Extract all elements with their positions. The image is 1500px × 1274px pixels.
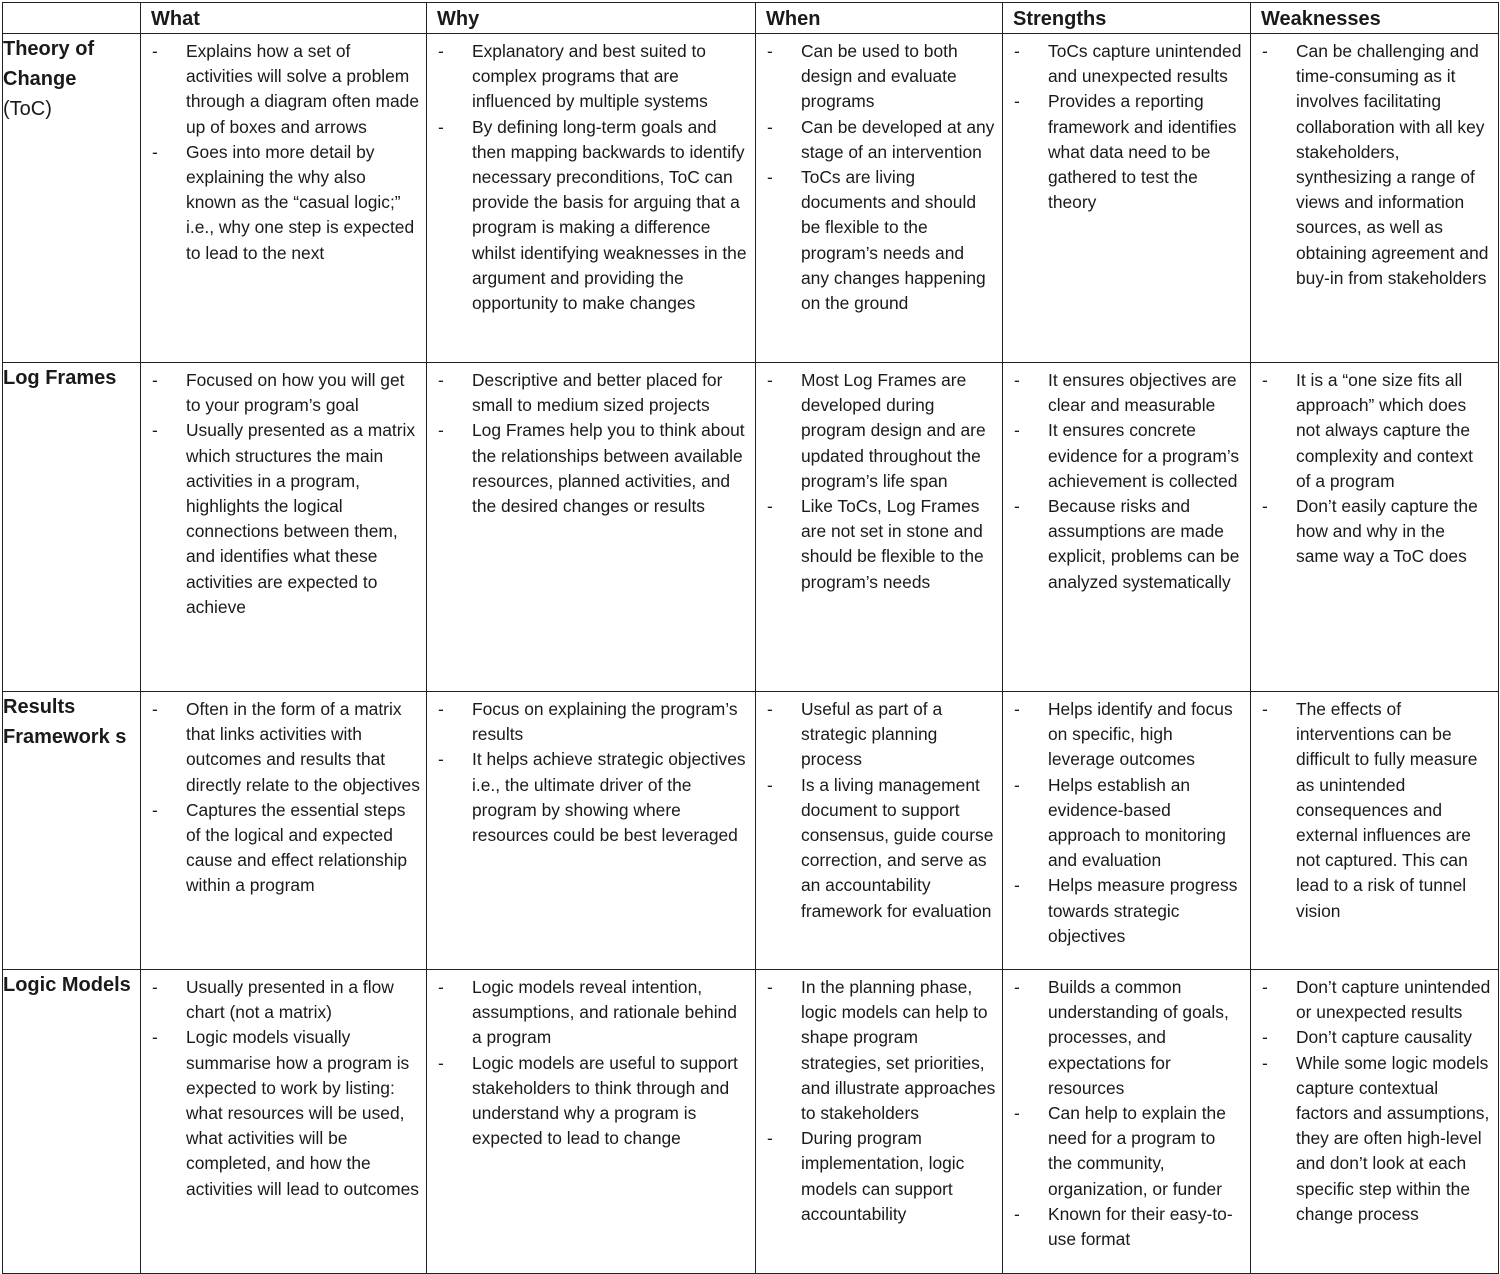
header-when: When (756, 3, 1003, 34)
when-list (756, 970, 1002, 1227)
list-item: - Focus on explaining the program’s results (427, 697, 749, 747)
row-label-text: Log Frames (3, 367, 117, 389)
list-item: - Focused on how you will get to your program’s goal (141, 368, 420, 418)
row-label (3, 970, 141, 1274)
list-item: - Usually presented in a flow chart (not a matrix) (141, 975, 420, 1025)
cell-strengths (1003, 970, 1251, 1274)
list-item: - By defining long-term goals and then mapping backwards to identify necessary preconditions, ToC can provide the basis for arguing that a program is making a difference whilst identifying weaknesses in the argument and providing the opportunity to make changes (427, 115, 749, 317)
list-item: - It ensures concrete evidence for a program’s achievement is collected (1003, 418, 1244, 494)
weaknesses-list (1251, 970, 1498, 1227)
cell-what (141, 363, 427, 692)
table-row (3, 34, 1499, 363)
list-item: - Helps measure progress towards strategic objectives (1003, 873, 1244, 949)
strengths-list (1003, 34, 1250, 215)
list-item: - Provides a reporting framework and identifies what data need to be gathered to test the theory (1003, 89, 1244, 215)
when-list (756, 692, 1002, 924)
list-item: - Often in the form of a matrix that links activities with outcomes and results that directly relate to the objectives (141, 697, 420, 798)
list-item: - Usually presented as a matrix which structures the main activities in a program, highlights the logical connections between them, and identifies what these activities are expected to achieve (141, 418, 420, 620)
list-item: - Builds a common understanding of goals, processes, and expectations for resources (1003, 975, 1244, 1101)
list-item: - While some logic models capture contextual factors and assumptions, they are often high-level and don’t look at each specific step within the change process (1251, 1051, 1492, 1227)
list-item: - Because risks and assumptions are made explicit, problems can be analyzed systematically (1003, 494, 1244, 595)
cell-why (427, 34, 756, 363)
list-item: - Like ToCs, Log Frames are not set in stone and should be flexible to the program’s needs (756, 494, 996, 595)
cell-why (427, 970, 756, 1274)
cell-what (141, 970, 427, 1274)
weaknesses-list (1251, 34, 1498, 291)
strengths-list (1003, 970, 1250, 1252)
list-item: - Don’t capture causality (1251, 1025, 1492, 1050)
cell-strengths (1003, 363, 1251, 692)
cell-what (141, 692, 427, 970)
cell-when (756, 970, 1003, 1274)
header-why: Why (427, 3, 756, 34)
row-label (3, 363, 141, 692)
cell-why (427, 363, 756, 692)
cell-weaknesses (1251, 970, 1499, 1274)
cell-what (141, 34, 427, 363)
list-item: - Known for their easy-to-use format (1003, 1202, 1244, 1252)
list-item: - Useful as part of a strategic planning process (756, 697, 996, 773)
cell-when (756, 363, 1003, 692)
cell-weaknesses (1251, 34, 1499, 363)
row-label-sub: (ToC) (3, 98, 52, 120)
strengths-list (1003, 363, 1250, 595)
strengths-list (1003, 692, 1250, 949)
list-item: - Goes into more detail by explaining the why also known as the “casual logic;” i.e., why one step is expected to lead to the next (141, 140, 420, 266)
list-item: - It ensures objectives are clear and measurable (1003, 368, 1244, 418)
list-item: - During program implementation, logic models can support accountability (756, 1126, 996, 1227)
weaknesses-list (1251, 692, 1498, 924)
what-list (141, 363, 426, 620)
table-row (3, 363, 1499, 692)
when-list (756, 363, 1002, 595)
what-list (141, 692, 426, 899)
list-item: - Captures the essential steps of the logical and expected cause and effect relationship within a program (141, 798, 420, 899)
list-item: - Logic models reveal intention, assumptions, and rationale behind a program (427, 975, 749, 1051)
list-item: - ToCs are living documents and should be flexible to the program’s needs and any changes happening on the ground (756, 165, 996, 316)
why-list (427, 34, 755, 316)
what-list (141, 34, 426, 266)
why-list (427, 692, 755, 848)
weaknesses-list (1251, 363, 1498, 570)
cell-when (756, 692, 1003, 970)
list-item: - Helps identify and focus on specific, high leverage outcomes (1003, 697, 1244, 773)
list-item: - Can be developed at any stage of an intervention (756, 115, 996, 165)
when-list (756, 34, 1002, 316)
list-item: - ToCs capture unintended and unexpected results (1003, 39, 1244, 89)
header-blank (3, 3, 141, 34)
cell-strengths (1003, 692, 1251, 970)
list-item: - Descriptive and better placed for small to medium sized projects (427, 368, 749, 418)
list-item: - It is a “one size fits all approach” which does not always capture the complexity and context of a program (1251, 368, 1492, 494)
cell-strengths (1003, 34, 1251, 363)
list-item: - Can be challenging and time-consuming as it involves facilitating collaboration with all key stakeholders, synthesizing a range of views and information sources, as well as obtaining agreement and buy-in from stakeholders (1251, 39, 1492, 291)
comparison-table (2, 2, 1499, 1274)
list-item: - In the planning phase, logic models can help to shape program strategies, set priorities, and illustrate approaches to stakeholders (756, 975, 996, 1126)
list-item: - Helps establish an evidence-based approach to monitoring and evaluation (1003, 773, 1244, 874)
list-item: - Don’t capture unintended or unexpected results (1251, 975, 1492, 1025)
list-item: - Can help to explain the need for a program to the community, organization, or funder (1003, 1101, 1244, 1202)
row-label-text: Logic Models (3, 974, 131, 996)
table-row (3, 970, 1499, 1274)
header-strengths: Strengths (1003, 3, 1251, 34)
list-item: - Explanatory and best suited to complex programs that are influenced by multiple systems (427, 39, 749, 115)
row-label (3, 34, 141, 363)
cell-when (756, 34, 1003, 363)
what-list (141, 970, 426, 1202)
row-label-text: Theory of Change (3, 38, 95, 90)
why-list (427, 970, 755, 1151)
list-item: - Explains how a set of activities will solve a problem through a diagram often made up of boxes and arrows (141, 39, 420, 140)
cell-weaknesses (1251, 363, 1499, 692)
why-list (427, 363, 755, 519)
list-item: - Log Frames help you to think about the relationships between available resources, planned activities, and the desired changes or results (427, 418, 749, 519)
header-row (3, 3, 1499, 34)
header-weaknesses: Weaknesses (1251, 3, 1499, 34)
list-item: - Is a living management document to support consensus, guide course correction, and serve as an accountability framework for evaluation (756, 773, 996, 924)
list-item: - It helps achieve strategic objectives i.e., the ultimate driver of the program by showing where resources could be best leveraged (427, 747, 749, 848)
list-item: - Logic models are useful to support stakeholders to think through and understand why a program is expected to lead to change (427, 1051, 749, 1152)
list-item: - Can be used to both design and evaluate programs (756, 39, 996, 115)
list-item: - Most Log Frames are developed during program design and are updated throughout the program’s life span (756, 368, 996, 494)
row-label (3, 692, 141, 970)
row-label-text: Results Framework s (3, 696, 127, 748)
list-item: - The effects of interventions can be difficult to fully measure as unintended consequences and external influences are not captured. This can lead to a risk of tunnel vision (1251, 697, 1492, 924)
header-what: What (141, 3, 427, 34)
cell-weaknesses (1251, 692, 1499, 970)
list-item: - Don’t easily capture the how and why in the same way a ToC does (1251, 494, 1492, 570)
table-row (3, 692, 1499, 970)
list-item: - Logic models visually summarise how a program is expected to work by listing: what resources will be used, what activities will be completed, and how the activities will lead to outcomes (141, 1025, 420, 1201)
cell-why (427, 692, 756, 970)
